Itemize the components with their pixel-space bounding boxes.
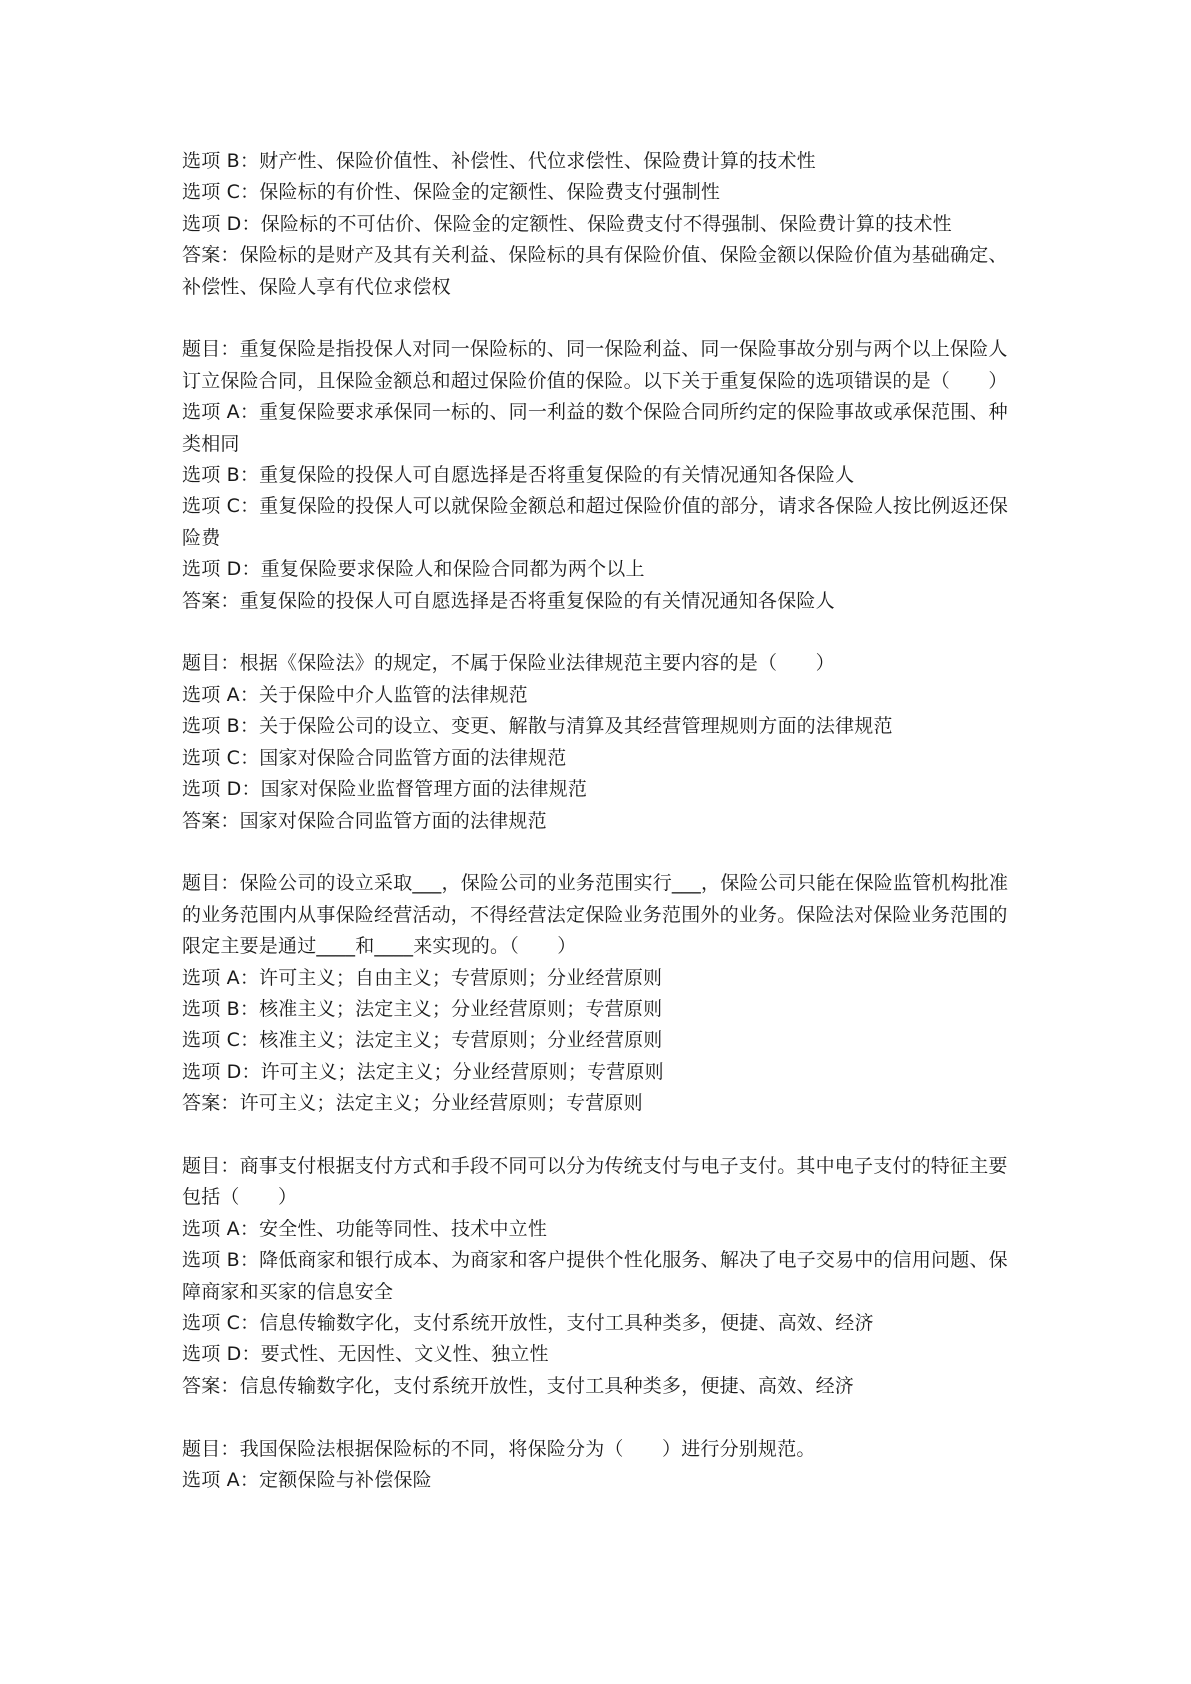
option-c: 选项 C：重复保险的投保人可以就保险金额总和超过保险价值的部分，请求各保险人按比例返还保险费 [182,495,1009,549]
option-a: 选项 A：许可主义；自由主义；专营原则；分业经营原则 [182,966,663,989]
block-spacer [182,303,1022,334]
answer: 答案：保险标的是财产及其有关利益、保险标的具有保险价值、保险金额以保险价值为基础确定、补偿性、保险人享有代位求偿权 [182,244,1008,298]
answer: 答案：国家对保险合同监管方面的法律规范 [182,809,547,832]
question-block-4 [182,868,1022,1119]
option-a: 选项 A：关于保险中介人监管的法律规范 [182,683,528,706]
block-spacer [182,1120,1022,1151]
question-text: 题目：商事支付根据支付方式和手段不同可以分为传统支付与电子支付。其中电子支付的特征主要包括（ ） [182,1154,1008,1209]
question-text: 题目：重复保险是指投保人对同一保险标的、同一保险利益、同一保险事故分别与两个以上保险人订立保险合同，且保险金额总和超过保险价值的保险。以下关于重复保险的选项错误的是（ ） [182,338,1008,392]
question-text: 题目：我国保险法根据保险标的不同，将保险分为（ ）进行分别规范。 [182,1437,816,1460]
option-d: 选项 D：保险标的不可估价、保险金的定额性、保险费支付不得强制、保险费计算的技术性 [182,212,952,235]
answer: 答案：许可主义；法定主义；分业经营原则；专营原则 [182,1092,643,1115]
option-c: 选项 C：保险标的有价性、保险金的定额性、保险费支付强制性 [182,181,721,204]
option-b: 选项 B：核准主义；法定主义；分业经营原则；专营原则 [182,997,663,1020]
option-b: 选项 B：关于保险公司的设立、变更、解散与清算及其经营管理规则方面的法律规范 [182,715,893,738]
option-d: 选项 D：重复保险要求保险人和保险合同都为两个以上 [182,558,645,581]
option-d: 选项 D：许可主义；法定主义；分业经营原则；专营原则 [182,1060,664,1083]
option-d: 选项 D：要式性、无因性、文义性、独立性 [182,1343,549,1366]
option-a: 选项 A：重复保险要求承保同一标的、同一利益的数个保险合同所约定的保险事故或承保范围、种类相同 [182,401,1008,455]
question-block-6 [182,1434,1022,1497]
question-block-3 [182,648,1022,836]
option-a: 选项 A：安全性、功能等同性、技术中立性 [182,1217,548,1240]
option-b: 选项 B：财产性、保险价值性、补偿性、代位求偿性、保险费计算的技术性 [182,150,816,172]
option-b: 选项 B：重复保险的投保人可自愿选择是否将重复保险的有关情况通知各保险人 [182,464,855,487]
option-d: 选项 D：国家对保险业监督管理方面的法律规范 [182,778,588,801]
question-text: 题目：根据《保险法》的规定，不属于保险业法律规范主要内容的是（ ） [182,652,835,675]
question-block-2 [182,334,1022,617]
option-c: 选项 C：核准主义；法定主义；专营原则；分业经营原则 [182,1029,663,1052]
question-block-1 [182,146,1022,303]
answer: 答案：信息传输数字化，支付系统开放性，支付工具种类多，便捷、高效、经济 [182,1374,855,1397]
option-a: 选项 A：定额保险与补偿保险 [182,1468,432,1491]
answer: 答案：重复保险的投保人可自愿选择是否将重复保险的有关情况通知各保险人 [182,589,835,612]
option-c: 选项 C：国家对保险合同监管方面的法律规范 [182,746,567,769]
block-spacer [182,1402,1022,1433]
document-page [182,146,1022,1496]
question-block-5 [182,1151,1022,1402]
block-spacer [182,837,1022,868]
option-b: 选项 B：降低商家和银行成本、为商家和客户提供个性化服务、解决了电子交易中的信用问题、保障商家和买家的信息安全 [182,1249,1008,1303]
option-c: 选项 C：信息传输数字化，支付系统开放性，支付工具种类多，便捷、高效、经济 [182,1311,874,1334]
block-spacer [182,617,1022,648]
question-text: 题目：保险公司的设立采取___，保险公司的业务范围实行___，保险公司只能在保险监管机构批准的业务范围内从事保险经营活动，不得经营法定保险业务范围外的业务。保险法对保险业务范围的限定主要是通过____和____来实现的。（ ） [182,872,1009,958]
